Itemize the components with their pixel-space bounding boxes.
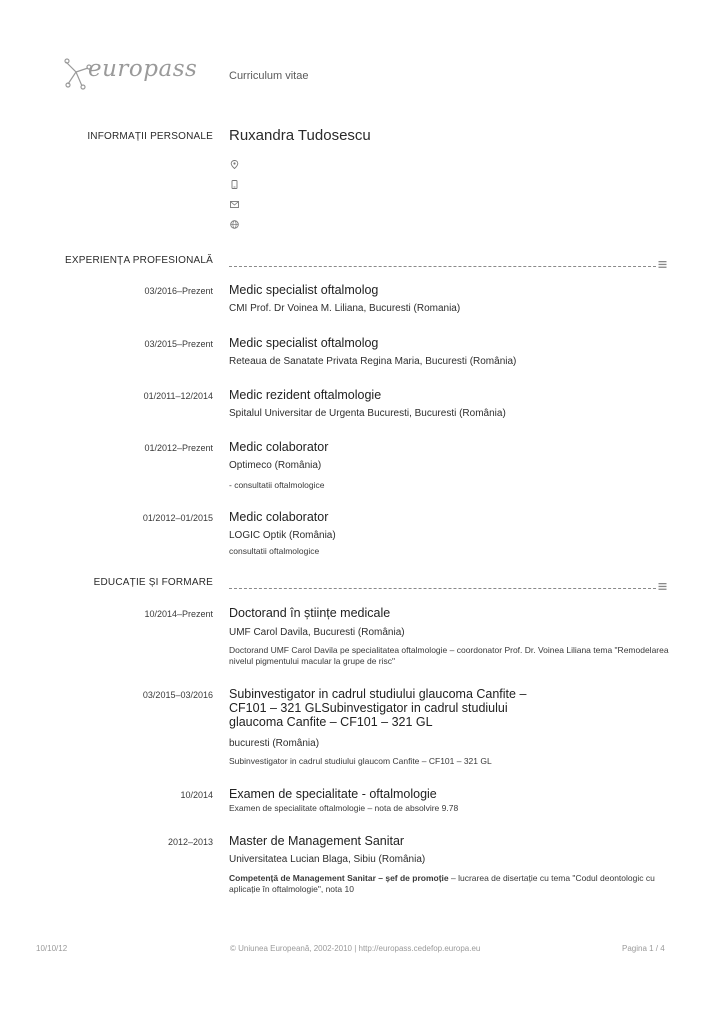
entry-title: Medic specialist oftalmolog [229, 336, 379, 350]
entry-date: 03/2015–Prezent [144, 339, 213, 349]
entry-date: 2012–2013 [167, 837, 213, 847]
entry-date: 01/2011–12/2014 [143, 391, 213, 401]
europass-logo [62, 54, 222, 94]
entry-description: consultatii oftalmologice [229, 546, 320, 556]
entry-title: Medic specialist oftalmolog [229, 283, 379, 297]
entry-organization: UMF Carol Davila, Bucuresti (România) [229, 627, 405, 638]
entry-organization: Spitalul Universitar de Urgenta Bucuresti, Bucuresti (România) [229, 408, 506, 419]
entry-organization: CMI Prof. Dr Voinea M. Liliana, Bucuresti (Romania) [229, 303, 461, 314]
entry-organization: Universitatea Lucian Blaga, Sibiu (România) [229, 854, 426, 865]
document-title: Curriculum vitae [229, 70, 309, 82]
entry-date: 01/2012–01/2015 [142, 513, 213, 523]
footer-page-number: Pagina 1 / 4 [622, 944, 665, 953]
entry-date: 10/2014 [180, 790, 213, 800]
entry-title: Medic rezident oftalmologie [229, 388, 382, 402]
experience-label: EXPERIENȚA PROFESIONALĂ [65, 255, 213, 266]
entry-organization: Reteaua de Sanatate Privata Regina Maria, Bucuresti (România) [229, 356, 517, 367]
entry-description: - consultatii oftalmologice [229, 480, 325, 490]
entry-date: 03/2016–Prezent [144, 286, 213, 296]
website-icon [230, 220, 239, 229]
entry-title: Examen de specialitate - oftalmologie [229, 787, 437, 801]
entry-title: Medic colaborator [229, 440, 329, 454]
entry-description: Examen de specialitate oftalmologie – nota de absolvire 9.78 [229, 803, 459, 813]
personal-info-label: INFORMAȚII PERSONALE [87, 131, 213, 142]
footer-copyright: © Uniunea Europeană, 2002-2010 | http://europass.cedefop.europa.eu [230, 944, 481, 953]
entry-description: Doctorand UMF Carol Davila pe specialitatea oftalmologie – coordonator Prof. Dr. Voinea Liliana tema "Remodelarea nivelul pigmentului macular la grupe de risc" [229, 645, 669, 666]
email-icon [230, 200, 239, 209]
education-label: EDUCAȚIE ȘI FORMARE [93, 577, 213, 588]
section-bars-icon [658, 260, 667, 269]
entry-description-rest: – lucrarea de disertație cu tema "Codul deontologic cu aplicație în oftalmologie", nota 10 [229, 873, 655, 894]
entry-date: 10/2014–Prezent [144, 609, 213, 619]
entry-title: Doctorand în științe medicale [229, 606, 391, 620]
entry-date: 03/2015–03/2016 [142, 690, 213, 700]
section-bars-icon [658, 582, 667, 591]
phone-icon [230, 180, 239, 189]
entry-description: Subinvestigator in cadrul studiului glaucom Canfite – CF101 – 321 GL [229, 756, 492, 766]
entry-title: Medic colaborator [229, 510, 329, 524]
entry-organization: bucuresti (România) [229, 738, 320, 749]
footer-date: 10/10/12 [36, 944, 68, 953]
experience-divider [229, 266, 656, 267]
entry-title: Subinvestigator in cadrul studiului glaucoma Canfite – CF101 – 321 GLSubinvestigator in cadrul studiului glaucoma Canfite – CF101 – 321 GL [229, 687, 527, 729]
entry-description [229, 873, 659, 895]
education-divider [229, 588, 656, 589]
entry-title: Master de Management Sanitar [229, 834, 405, 848]
entry-organization: Optimeco (România) [229, 460, 322, 471]
entry-description-bold: Competență de Management Sanitar – șef de promoție [229, 873, 449, 883]
location-icon [230, 160, 239, 169]
entry-organization: LOGIC Optik (România) [229, 530, 336, 541]
entry-date: 01/2012–Prezent [144, 443, 213, 453]
logo-text: europass [88, 56, 198, 82]
person-name: Ruxandra Tudosescu [229, 127, 371, 144]
